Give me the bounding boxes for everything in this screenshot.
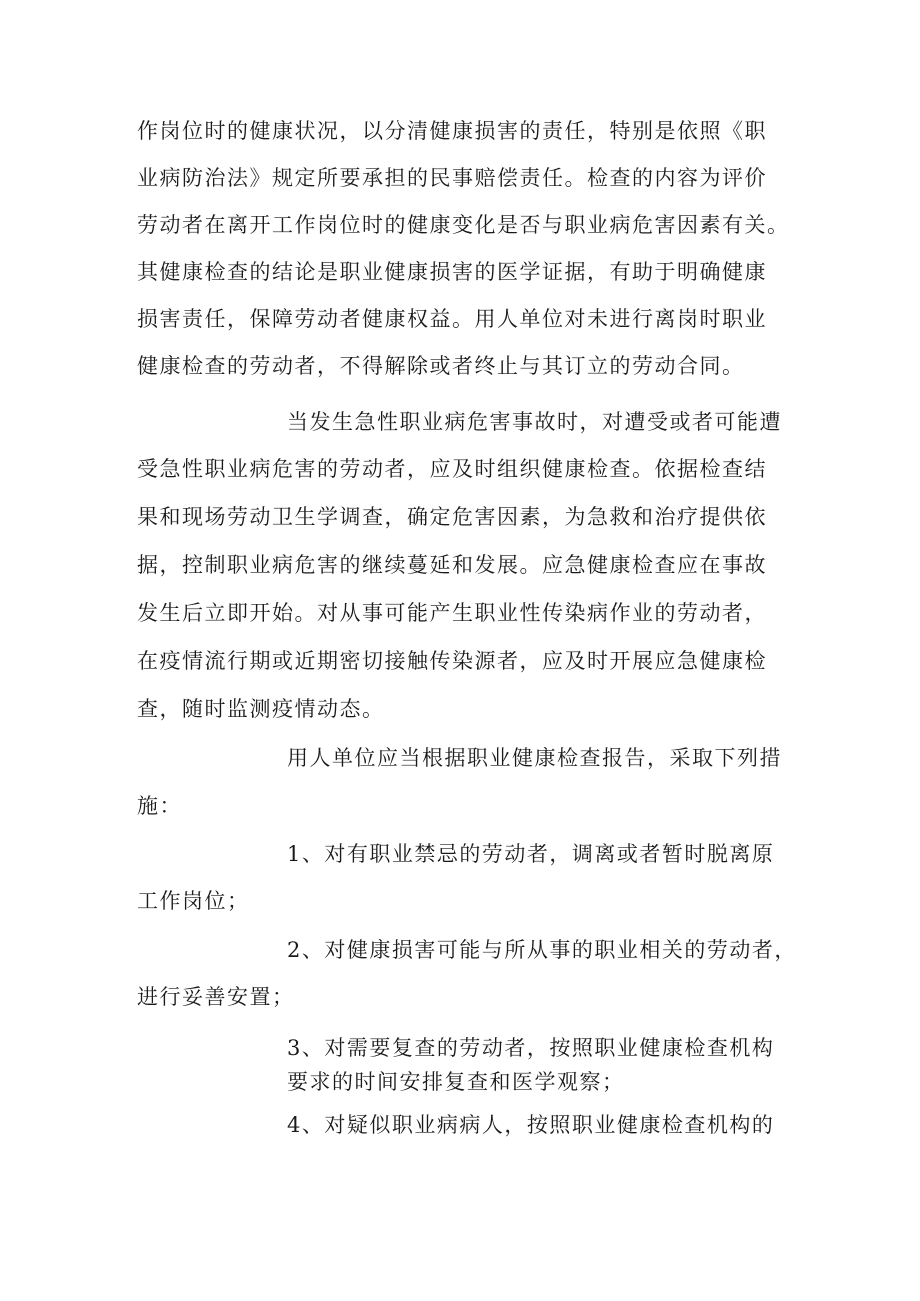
text-line: 发生后立即开始。对从事可能产生职业性传染病作业的劳动者，	[137, 601, 767, 625]
text-line: 进行妥善安置；	[137, 985, 295, 1009]
text-line: 其健康检查的结论是职业健康损害的医学证据，有助于明确健康	[137, 260, 767, 284]
text-line: 果和现场劳动卫生学调查，确定危害因素，为急救和治疗提供依	[137, 505, 767, 529]
text-line: 工作岗位；	[137, 889, 250, 913]
text-line: 3、对需要复查的劳动者，按照职业健康检查机构	[287, 1036, 775, 1060]
text-line: 劳动者在离开工作岗位时的健康变化是否与职业病危害因素有关。	[137, 213, 790, 237]
text-line: 损害责任，保障劳动者健康权益。用人单位对未进行离岗时职业	[137, 307, 767, 331]
text-line: 受急性职业病危害的劳动者，应及时组织健康检查。依据检查结	[137, 457, 767, 481]
text-line: 据，控制职业病危害的继续蔓延和发展。应急健康检查应在事故	[137, 553, 767, 577]
text-line: 1、对有职业禁忌的劳动者，调离或者暂时脱离原	[287, 842, 775, 866]
text-line: 健康检查的劳动者，不得解除或者终止与其订立的劳动合同。	[137, 354, 745, 378]
text-line: 要求的时间安排复查和医学观察；	[287, 1070, 625, 1094]
text-line: 当发生急性职业病危害事故时，对遭受或者可能遭	[287, 410, 782, 434]
text-line: 业病防治法》规定所要承担的民事赔偿责任。检查的内容为评价	[137, 166, 767, 190]
text-line: 4、对疑似职业病病人，按照职业健康检查机构的	[287, 1113, 775, 1137]
text-line: 用人单位应当根据职业健康检查报告，采取下列措	[287, 746, 782, 770]
text-line: 施：	[137, 794, 182, 818]
text-line: 查，随时监测疫情动态。	[137, 697, 385, 721]
text-line: 2、对健康损害可能与所从事的职业相关的劳动者，	[287, 938, 797, 962]
text-line: 作岗位时的健康状况，以分清健康损害的责任，特别是依照《职	[137, 119, 767, 143]
text-line: 在疫情流行期或近期密切接触传染源者，应及时开展应急健康检	[137, 649, 767, 673]
